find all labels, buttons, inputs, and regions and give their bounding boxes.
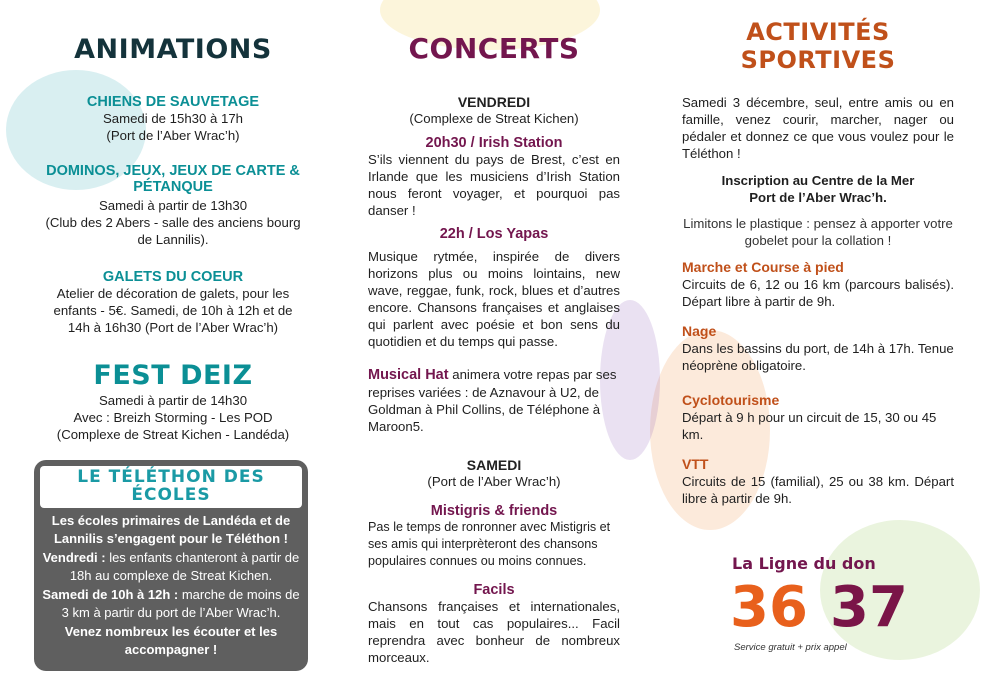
logo-number-37: 37 [830, 575, 908, 640]
telethon-box [34, 460, 308, 671]
sport-title-line2: SPORTIVES [740, 46, 896, 74]
galets-line3-row [30, 319, 316, 336]
telethon-outro: Venez nombreux les écouter et les accompagner ! [64, 624, 278, 657]
musical-hat-description: animera votre repas par ses reprises variées : de Aznavour à U2, de Goldman à Phil Collins, de Téléphone à Maroon5. [368, 367, 617, 434]
logo-subtitle: Service gratuit + prix appel [734, 642, 847, 653]
marche-title: Marche et Course à pied [682, 259, 844, 275]
galets-title: GALETS DU COEUR [102, 269, 244, 285]
musical-hat-name: Musical Hat [368, 367, 449, 383]
vtt-text: Circuits de 15 (familial), 25 ou 38 km. Départ libre à partir de 9h. [682, 474, 954, 506]
sport-column [682, 0, 954, 694]
samedi-label: SAMEDI [466, 457, 522, 473]
facils-title: Facils [473, 582, 515, 598]
vendredi-label: VENDREDI [457, 94, 531, 110]
cyclo-title: Cyclotourisme [682, 392, 780, 408]
mistigris-title: Mistigris & friends [430, 503, 558, 519]
concerts-column [368, 0, 620, 694]
sport-intro: Samedi 3 décembre, seul, entre amis ou en famille, venez courir, marcher, nager ou pédaler et donnez ce que vous voulez pour le Téléthon ! [682, 95, 954, 161]
concerts-title: CONCERTS [408, 32, 580, 65]
sport-title-line1: ACTIVITÉS [746, 18, 890, 46]
dominos-place-1: (Club des 2 Abers - salle des anciens bourg [45, 215, 301, 230]
telethon-title [40, 466, 302, 508]
chiens-time: Samedi de 15h30 à 17h [102, 111, 244, 126]
telethon-title-line2: ÉCOLES [131, 485, 211, 505]
galets-place: (Port de l’Aber Wrac’h) [144, 320, 279, 335]
mistigris-text: Pas le temps de ronronner avec Mistigris et ses amis qui interprèteront des chansons populaires connues ou moins connues. [368, 520, 611, 568]
samedi-place: (Port de l’Aber Wrac’h) [427, 474, 561, 489]
galets-line2: enfants - 5€. Samedi, de 10h à 12h et de [53, 303, 293, 318]
dominos-title-1: DOMINOS, JEUX, JEUX DE CARTE & [46, 163, 300, 179]
telethon-vendredi-text: les enfants chanteront à partir de 18h au complexe de Streat Kichen. [69, 550, 300, 583]
galets-line1: Atelier de décoration de galets, pour les [56, 286, 290, 301]
irish-text: S’ils viennent du pays de Brest, c’est en Irlande que les musiciens d’Irish Station nous feront voyager, et pourquoi pas danser ! [368, 152, 620, 218]
nage-title: Nage [682, 323, 717, 339]
telethon-samedi-label: Samedi de 10h à 12h : [42, 587, 179, 602]
facils-text: Chansons françaises et internationales, mais en tout cas populaires... Facil reprendra avec bonheur de nombreux morceaux. [368, 599, 620, 665]
cyclo-text: Départ à 9 h pour un circuit de 15, 30 ou 45 km. [682, 410, 937, 442]
yapas-title: 22h / Los Yapas [439, 226, 549, 242]
telethon-samedi-text: marche de moins de 3 km à partir du port de l’Aber Wrac’h. [61, 587, 300, 620]
fest-time: Samedi à partir de 14h30 [98, 393, 248, 408]
sport-title [682, 18, 954, 74]
telethon-intro: Les écoles primaires de Landéda et de Lannilis s’engagent pour le Téléthon ! [51, 513, 291, 546]
fest-with: Avec : Breizh Storming - Les POD [73, 410, 273, 425]
animations-column [30, 0, 316, 694]
animations-title: ANIMATIONS [74, 34, 272, 65]
inscription-line1: Inscription au Centre de la Mer [721, 173, 915, 188]
fest-place: (Complexe de Streat Kichen - Landéda) [56, 427, 290, 442]
dominos-title-2: PÉTANQUE [133, 179, 213, 195]
telethon-samedi [40, 586, 302, 621]
marche-text: Circuits de 6, 12 ou 16 km (parcours balisés). Départ libre à partir de 9h. [682, 277, 954, 309]
vtt-title: VTT [682, 456, 709, 472]
telethon-vendredi-label: Vendredi : [42, 550, 106, 565]
chiens-place: (Port de l’Aber Wrac’h) [106, 128, 240, 143]
telethon-vendredi [40, 549, 302, 584]
nage-text: Dans les bassins du port, de 14h à 17h. Tenue néoprène obligatoire. [682, 341, 954, 373]
plastique-note: Limitons le plastique : pensez à apporter votre gobelet pour la collation ! [683, 216, 953, 248]
fest-deiz-title: FEST DEIZ [93, 360, 253, 391]
galets-line3: 14h à 16h30 [67, 320, 142, 335]
inscription-line2: Port de l’Aber Wrac’h. [749, 190, 887, 205]
musical-hat-text [368, 366, 620, 435]
dominos-time: Samedi à partir de 13h30 [98, 198, 248, 213]
logo-number-36: 36 [730, 575, 808, 640]
yapas-text: Musique rytmée, inspirée de divers horizons plus ou moins lointains, new wave, reggae, funk, rock, blues et d’autres encore. Chansons françaises et anglaises qui parlent avec poésie et bon sens du quotidien et du temps qui passe. [368, 249, 620, 349]
ligne-du-don-label: La Ligne du don [732, 554, 876, 573]
irish-title: 20h30 / Irish Station [425, 135, 563, 151]
vendredi-place: (Complexe de Streat Kichen) [409, 111, 579, 126]
telethon-title-line1: LE TÉLÉTHON DES [77, 467, 265, 487]
chiens-title: CHIENS DE SAUVETAGE [86, 94, 260, 110]
dominos-place-2: de Lannilis). [137, 232, 209, 247]
telethon-text [40, 512, 302, 658]
